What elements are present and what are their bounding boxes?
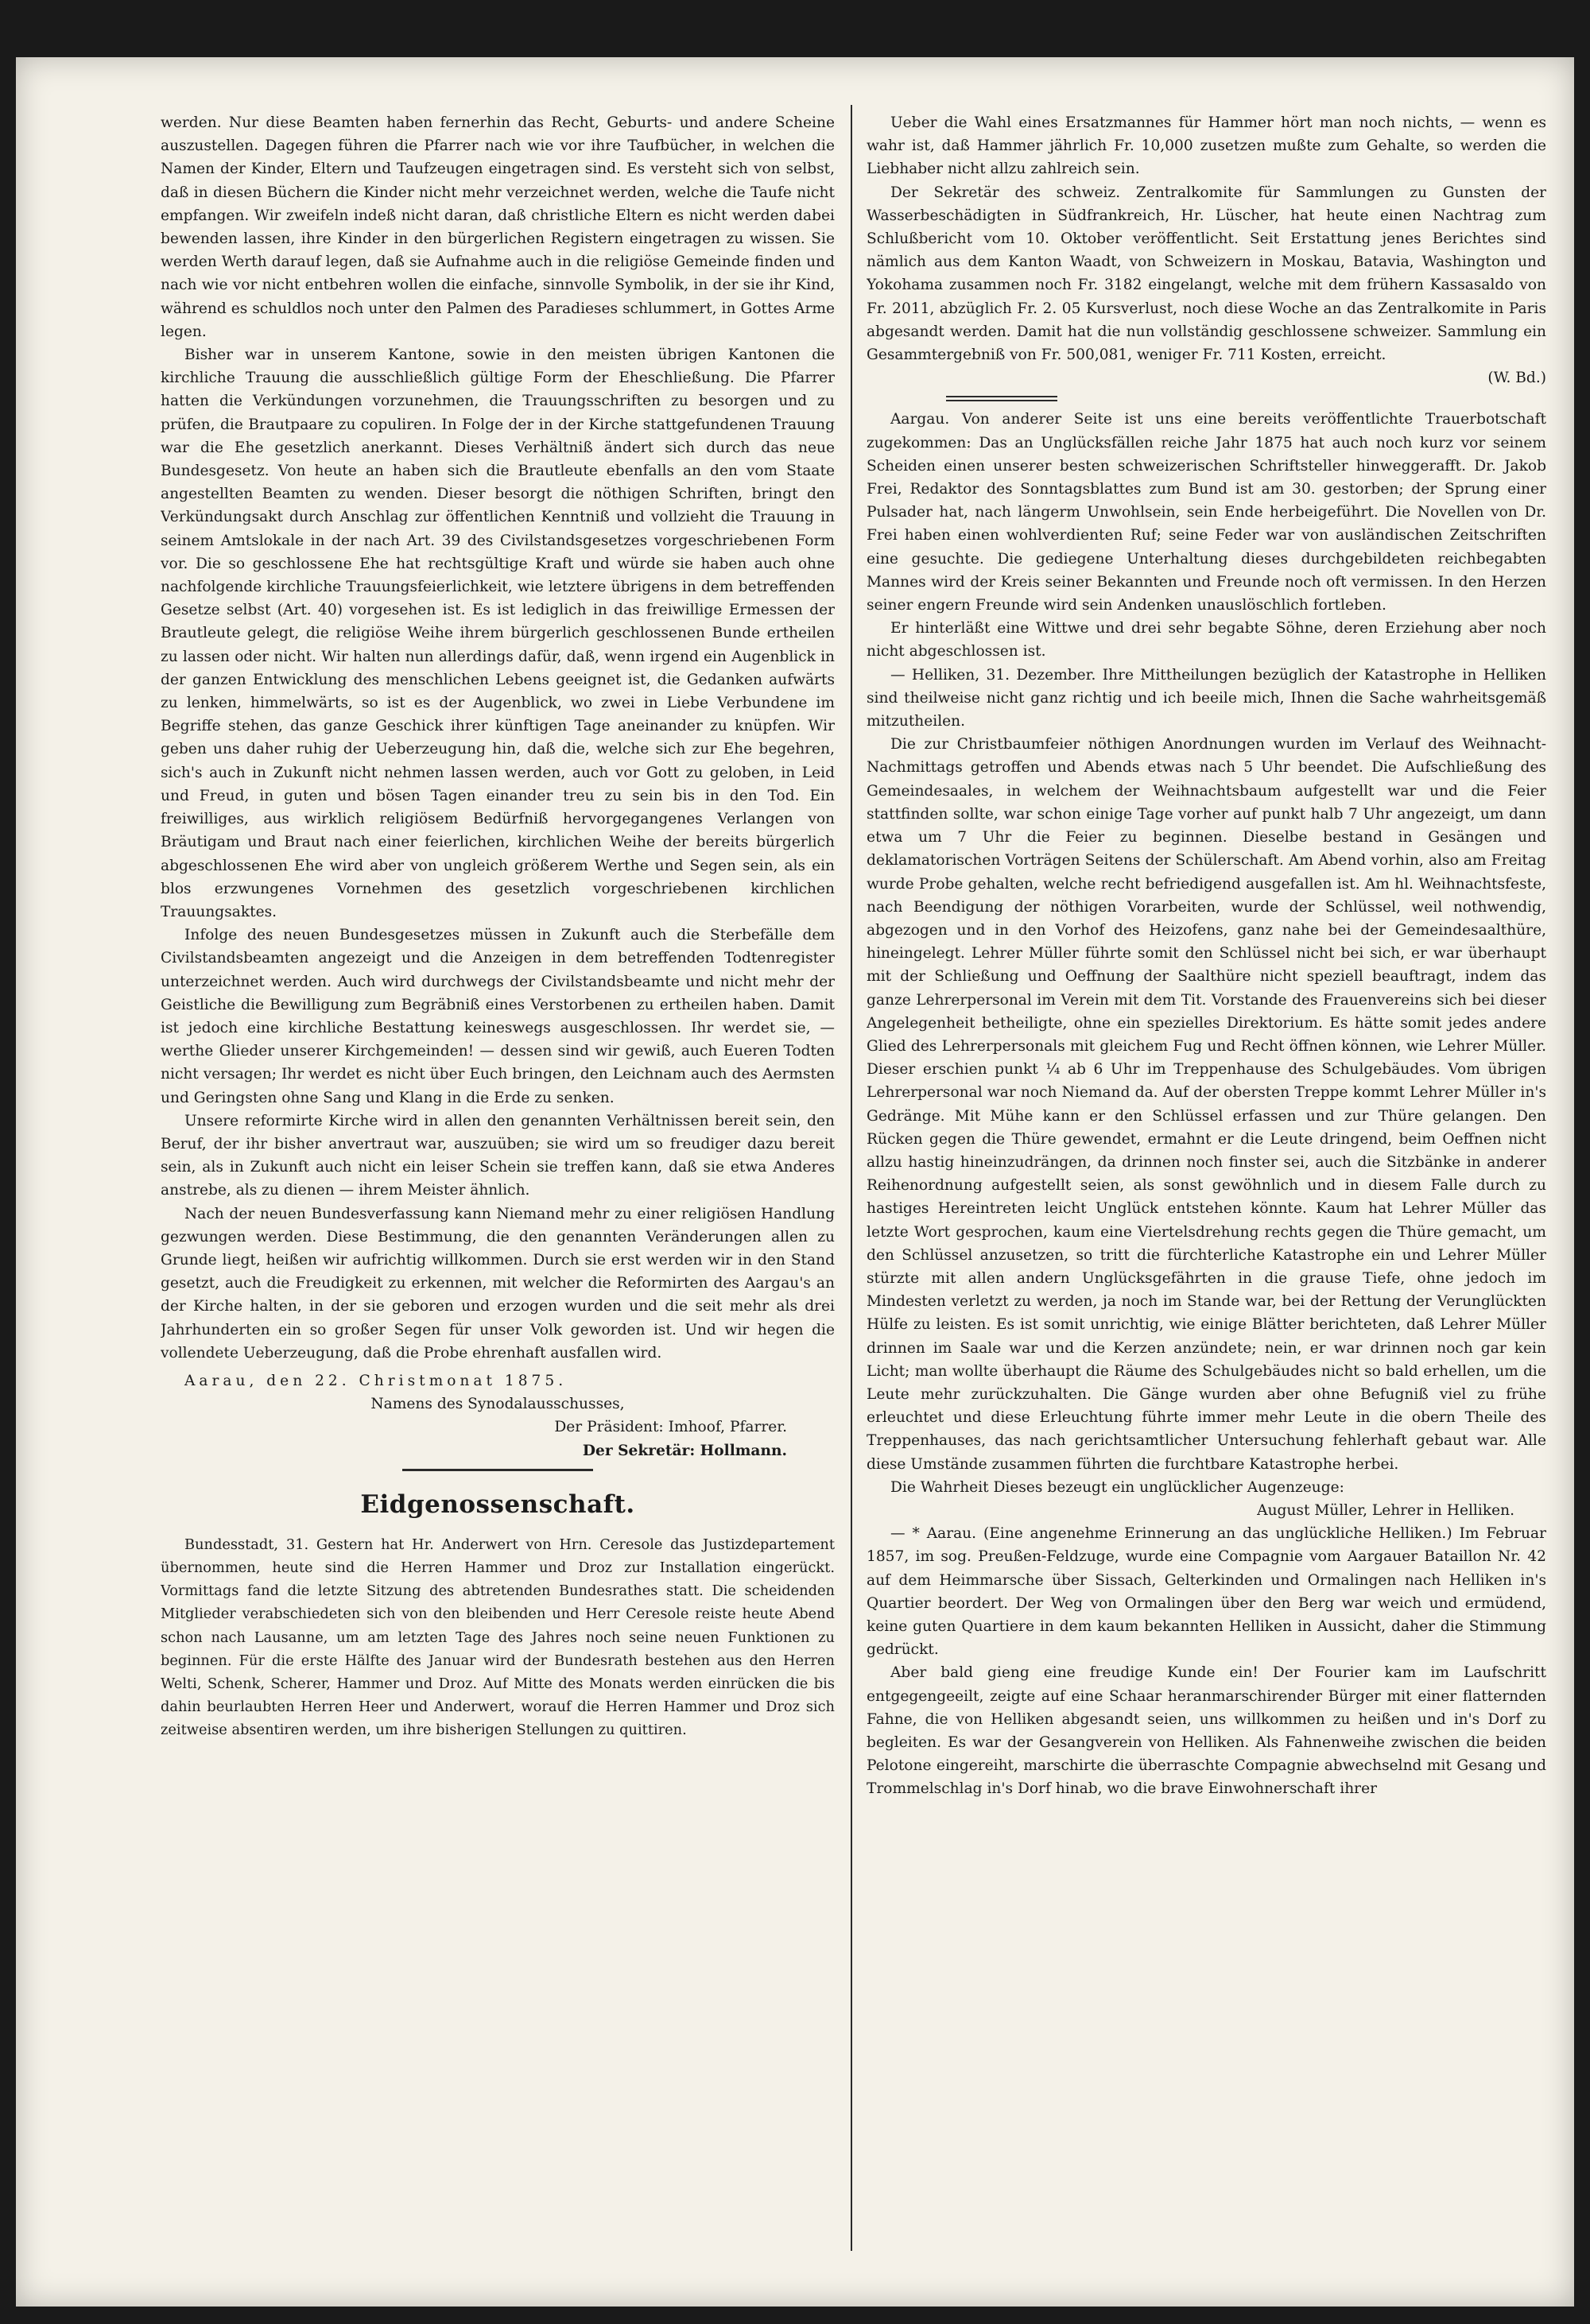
left-column <box>161 111 835 2257</box>
newspaper-page <box>16 57 1574 2307</box>
section-heading: Eidgenossenschaft. <box>360 1489 635 1519</box>
paragraph-marriage: Bisher war in unserem Kantone, sowie in den meisten übrigen Kantonen die kirchliche Trauung die ausschließlich gültige Form der Eheschließung. Die Pfarrer hatten die Verkündungen vorzunehmen, die Trauungsschriften zu besorgen und zu prüfen, die Brautpaare zu copuliren. In Folge der in der Kirche stattgefundenen Trauung war die Ehe gesetzlich anerkannt. Dieses Verhältniß ändert sich durch das neue Bundesgesetz. Von heute an haben sich die Brautleute ebenfalls an den vom Staate angestellten Beamten zu wenden. Dieser besorgt die nöthigen Schriften, bringt den Verkündungsakt durch Anschlag zur öffentlichen Kenntniß und vollzieht die Trauung in seinem Amtslokale in der nach Art. 39 des Civilstandsgesetzes vorgeschriebenen Form vor. Die so geschlossene Ehe hat rechtsgültige Kraft und würde sie haben auch ohne nachfolgende kirchliche Trauungsfeierlichkeit, wie letztere übrigens in dem betreffenden Gesetze selbst (Art. 40) vorgesehen ist. Es ist lediglich in das freiwillige Ermessen der Brautleute gelegt, die religiöse Weihe ihrem bürgerlich geschlossenen Bunde ertheilen zu lassen oder nicht. Wir halten nun allerdings dafür, daß, wenn irgend ein Augenblick in der ganzen Entwicklung des menschlichen Lebens geeignet ist, die Gedanken aufwärts zu lenken, himmelwärts, so ist es der Augenblick, wo zwei in Liebe Verbundene im Begriffe stehen, das ganze Geschick ihrer künftigen Tage aneinander zu knüpfen. Wir geben uns daher ruhig der Ueberzeugung hin, daß die, welche sich zur Ehe begehren, sich's auch in Zukunft nicht nehmen lassen werden, auch vor Gott zu geloben, in Leid und Freud, in guten und bösen Tagen einander treu zu sein bis in den Tod. Ein freiwilliges, aus wirklich religiösem Bedürfniß hervorgegangenes Verlangen von Bräutigam und Braut nach einer feierlichen, kirchlichen Weihe der bereits bürgerlich abgeschlossenen Ehe wird aber von ungleich größerem Werthe und Segen sein, als ein blos erzwungenes Vornehmen des gesetzlich vorgeschriebenen kirchlichen Trauungsaktes. <box>161 347 835 920</box>
paragraph-civil-registry: werden. Nur diese Beamten haben fernerhin das Recht, Geburts- und andere Scheine auszustellen. Dagegen führen die Pfarrer nach wie vor ihre Taufbücher, in welchen die Namen der Kinder, Eltern und Taufzeugen eingetragen sind. Es versteht sich von selbst, daß in diesen Büchern die Kinder nicht mehr verzeichnet werden, welche die Taufe nicht empfangen. Wir zweifeln indeß nicht daran, daß christliche Eltern es nicht werden dabei bewenden lassen, ihre Kinder in den bürgerlichen Registern eingetragen zu wissen. Sie werden Werth darauf legen, daß sie Aufnahme auch in die religiöse Gemeinde finden und nach wie vor nicht entbehren wollen die einfache, sinnvolle Symbolik, in der sie ihr Kind, während es schuldlos noch unter den Palmen des Paradieses schlummert, in Gottes Arme legen. <box>161 114 835 340</box>
paragraph-widow: Er hinterläßt eine Wittwe und drei sehr begabte Söhne, deren Erziehung aber noch nicht abgeschlossen ist. <box>867 620 1546 660</box>
witness-signature: August Müller, Lehrer in Helliken. <box>1257 1501 1514 1519</box>
paragraph-hammer-successor: Ueber die Wahl eines Ersatzmannes für Hammer hört man noch nichts, — wenn es wahr ist, daß Hammer jährlich Fr. 10,000 zusetzen mußte zum Gehalte, so werden die Liebhaber nicht allzu zahlreich sein. <box>867 114 1546 178</box>
section-rule <box>402 1469 593 1471</box>
source-attribution: (W. Bd.) <box>1487 370 1546 387</box>
paragraph-federal-constitution: Nach der neuen Bundesverfassung kann Niemand mehr zu einer religiösen Handlung gezwungen werden. Diese Bestimmung, die den genannten Veränderungen allen zu Grunde liegt, heißen wir aufrichtig willkommen. Durch sie erst werden wir in den Stand gesetzt, auch die Freudigkeit zu erkennen, mit welcher die Reformirten des Aargau's an der Kirche halten, in der sie geboren und erzogen wurden und die seit mehr als drei Jahrhunderten ein so großer Segen für unser Volk geworden ist. Und wir hegen die vollendete Ueberzeugung, daß die Probe ehrenhaft ausfallen wird. <box>161 1205 835 1361</box>
paragraph-reformed-church: Unsere reformirte Kirche wird in allen den genannten Verhältnissen bereit sein, den Beruf, der ihr bisher anvertraut war, auszuüben; sie wird um so freudiger dazu bereit sein, als in Zukunft auch nicht ein leiser Schein sie treffen kann, daß sie etwa Anderes anstrebe, als zu dienen — ihrem Meister ähnlich. <box>161 1112 835 1199</box>
right-column <box>867 111 1546 2257</box>
paragraph-helliken-intro: — Helliken, 31. Dezember. Ihre Mittheilungen bezüglich der Katastrophe in Helliken sind theilweise nicht ganz richtig und ich beeile mich, Ihnen die Sache wahrheitsgemäß mitzutheilen. <box>867 666 1546 730</box>
paragraph-obituary-frei: Aargau. Von anderer Seite ist uns eine bereits veröffentlichte Trauerbotschaft zugekommen: Das an Unglücksfällen reiche Jahr 1875 hat auch noch kurz vor seinem Scheiden einen unserer besten schweizerischen Schriftsteller hinweggerafft. Dr. Jakob Frei, Redaktor des Sonntagsblattes zum Bund ist am 30. gestorben; der Sprung einer Pulsader hat, nach längerm Unwohlsein, sein Ende herbeigeführt. Die Novellen von Dr. Frei haben einen wohlverdienten Ruf; seine Feder war von ausländischen Zeitschriften eine gesuchte. Die gediegene Unterhaltung dieses durchgebildeten reichbegabten Mannes wird der Kreis seiner Bekannten und Freunde noch oft vermissen. In den Herzen seiner engern Freunde wird sein Andenken unauslöschlich fortleben. <box>867 411 1546 614</box>
paragraph-memory-1857: — * Aarau. (Eine angenehme Erinnerung an das unglückliche Helliken.) Im Februar 1857, im sog. Preußen-Feldzuge, wurde eine Compagnie vom Aargauer Bataillon Nr. 42 auf dem Heimmarsche über Sissach, Gelterkinden und Ormalingen nach Helliken in's Quartier beordert. Der Weg von Ormalingen über den Berg war weich und ermüdend, keine guten Quartiere in dem kaum bekannten Helliken in Aussicht, daher die Stimmung gedrückt. <box>867 1525 1546 1659</box>
paragraph-federal-council: Bundesstadt, 31. Gestern hat Hr. Anderwert von Hrn. Ceresole das Justizdepartement übernommen, heute sind die Herren Hammer und Droz zur Installation eingerückt. Vormittags fand die letzte Sitzung des abtretenden Bundesrathes statt. Die scheidenden Mitglieder verabschiedeten sich von den bleibenden und Herr Ceresole reiste heute Abend schon nach Lausanne, um am letzten Tage des Jahres noch seine neuen Funktionen zu beginnen. Für die erste Hälfte des Januar wird der Bundesrath bestehen aus den Herren Welti, Schenk, Scherer, Hammer und Droz. Auf Mitte des Monats werden einrücken die bis dahin beurlaubten Herren Heer und Anderwert, worauf die Herren Hammer und Droz sich zeitweise absentiren werden, um ihre bisherigen Stellungen zu quittiren. <box>161 1536 835 1739</box>
dateline: Aarau, den 22. Christmonat 1875. <box>184 1372 568 1389</box>
signature-secretary: Der Sekretär: Hollmann. <box>582 1442 787 1459</box>
paragraph-flood-relief: Der Sekretär des schweiz. Zentralkomite für Sammlungen zu Gunsten der Wasserbeschädigten in Südfrankreich, Hr. Lüscher, hat heute einen Nachtrag zum Schlußbericht vom 10. Oktober veröffentlicht. Seit Erstattung jenes Berichtes sind nämlich aus dem Kanton Waadt, von Schweizern in Moskau, Batavia, Washington und Yokohama zusammen noch Fr. 3182 eingelangt, welche mit dem frühern Kassasaldo von Fr. 2011, abzüglich Fr. 2. 05 Kursverlust, noch diese Woche an das Zentralkomite in Paris abgesandt werden. Damit hat die nun vollständig geschlossene schweizer. Sammlung ein Gesammtergebniß von Fr. 500,081, weniger Fr. 711 Kosten, erreicht. <box>867 184 1546 364</box>
signature-president: Der Präsident: Imhoof, Pfarrer. <box>554 1419 787 1436</box>
signature-organization: Namens des Synodalausschusses, <box>370 1396 625 1413</box>
article-rule <box>946 396 1057 401</box>
paragraph-burial: Infolge des neuen Bundesgesetzes müssen in Zukunft auch die Sterbefälle dem Civilstandsbeamten angezeigt und die Anzeigen in dem betreffenden Todtenregister unterzeichnet werden. Auch wird durchwegs der Civilstandsbeamte und nicht mehr der Geistliche die Bewilligung zum Begräbniß eines Verstorbenen zu ertheilen haben. Damit ist jedoch eine kirchliche Bestattung keineswegs ausgeschlossen. Ihr werdet sie, — werthe Glieder unserer Kirchgemeinden! — dessen sind wir gewiß, auch Eueren Todten nicht versagen; Ihr werdet es nicht über Euch bringen, den Leichnam auch des Aermsten und Geringsten ohne Sang und Klang in die Erde zu senken. <box>161 927 835 1106</box>
paragraph-witness: Die Wahrheit Dieses bezeugt ein unglücklicher Augenzeuge: <box>890 1478 1344 1496</box>
paragraph-helliken-account: Die zur Christbaumfeier nöthigen Anordnungen wurden im Verlauf des Weihnacht-Nachmittags getroffen und Abends etwas nach 5 Uhr beendet. Die Aufschließung des Gemeindesaales, in welchem der Weihnachtsbaum aufgestellt war und die Feier stattfinden sollte, war schon einige Tage vorher auf punkt halb 7 Uhr angezeigt, um dann etwa um 7 Uhr die Feier zu beginnen. Dieselbe bestand in Gesängen und deklamatorischen Vorträgen Seitens der Schülerschaft. Am Abend vorhin, also am Freitag wurde Probe gehalten, welche recht befriedigend ausgefallen ist. Am hl. Weihnachtsfeste, nach Beendigung der nöthigen Vorarbeiten, wurde der Schlüssel, weil nothwendig, abgezogen und in den Vorhof des Heizofens, ganz nahe bei der Gemeindesaalthüre, hineingelegt. Lehrer Müller führte somit den Schlüssel nicht bei sich, er war überhaupt mit der Schließung und Oeffnung der Saalthüre nicht speziell beauftragt, indem das ganze Lehrerpersonal im Verein mit dem Tit. Vorstande des Frauenvereins sich bei dieser Angelegenheit betheiligte, ohne ein spezielles Direktorium. Es hätte somit jedes andere Glied des Lehrerpersonals mit gleichem Fug und Recht öffnen können, wie Lehrer Müller. Dieser erschien punkt ¼ ab 6 Uhr im Treppenhause des Schulgebäudes. Vom übrigen Lehrerpersonal war noch Niemand da. Auf der obersten Treppe kommt Lehrer Müller in's Gedränge. Mit Mühe kann er den Schlüssel erfassen und zur Thüre gelangen. Den Rücken gegen die Thüre gewendet, ermahnt er die Leute dringend, beim Oeffnen nicht allzu hastig hineinzudrängen, da drinnen noch finster sei, auch die Sitzbänke in anderer Reihenordnung aufgestellt seien, als sonst gewöhnlich und in diesem Falle durch zu hastiges Hereintreten leicht Unglück entstehen könnte. Kaum hat Lehrer Müller das letzte Wort gesprochen, kaum eine Viertelsdrehung rechts gegen die Thüre gemacht, um den Schlüssel anzusetzen, so tritt die fürchterliche Katastrophe ein und Lehrer Müller stürzte mit allen andern Unglücksgefährten in die grause Tiefe, ohne jedoch im Mindesten verletzt zu werden, ja noch im Stande war, bei der Rettung der Verunglückten Hülfe zu leisten. Es ist somit unrichtig, wie einige Blätter berichteten, daß Lehrer Müller drinnen im Saale war und die Kerzen anzündete; nein, er war drinnen noch gar kein Licht; man wollte überhaupt die Räume des Schulgebäudes nicht so bald erhellen, um die Leute mehr zurückzuhalten. Die Gänge wurden aber ohne Befugniß viel zu frühe erleuchtet und diese Erleuchtung führte immer mehr Leute in die obern Theile des Treppenhauses, das nach gerichtsamtlicher Untersuchung fehlerhaft gebaut war. Alle diese Umstände zusammen führten die furchtbare Katastrophe herbei. <box>867 736 1546 1473</box>
paragraph-choir-welcome: Aber bald gieng eine freudige Kunde ein! Der Fourier kam im Laufschritt entgegengeeilt, zeigte auf eine Schaar heranmarschirender Bürger mit einer flatternden Fahne, die von Helliken abgesandt seien, uns willkommen zu heißen und in's Dorf zu begleiten. Es war der Gesangverein von Helliken. Als Fahnenweihe zwischen die beiden Pelotone eingereiht, marschirte die überraschte Compagnie abwechselnd mit Gesang und Trommelschlag in's Dorf hinab, wo die brave Einwohnerschaft ihrer <box>867 1664 1546 1798</box>
column-divider <box>851 105 852 2251</box>
